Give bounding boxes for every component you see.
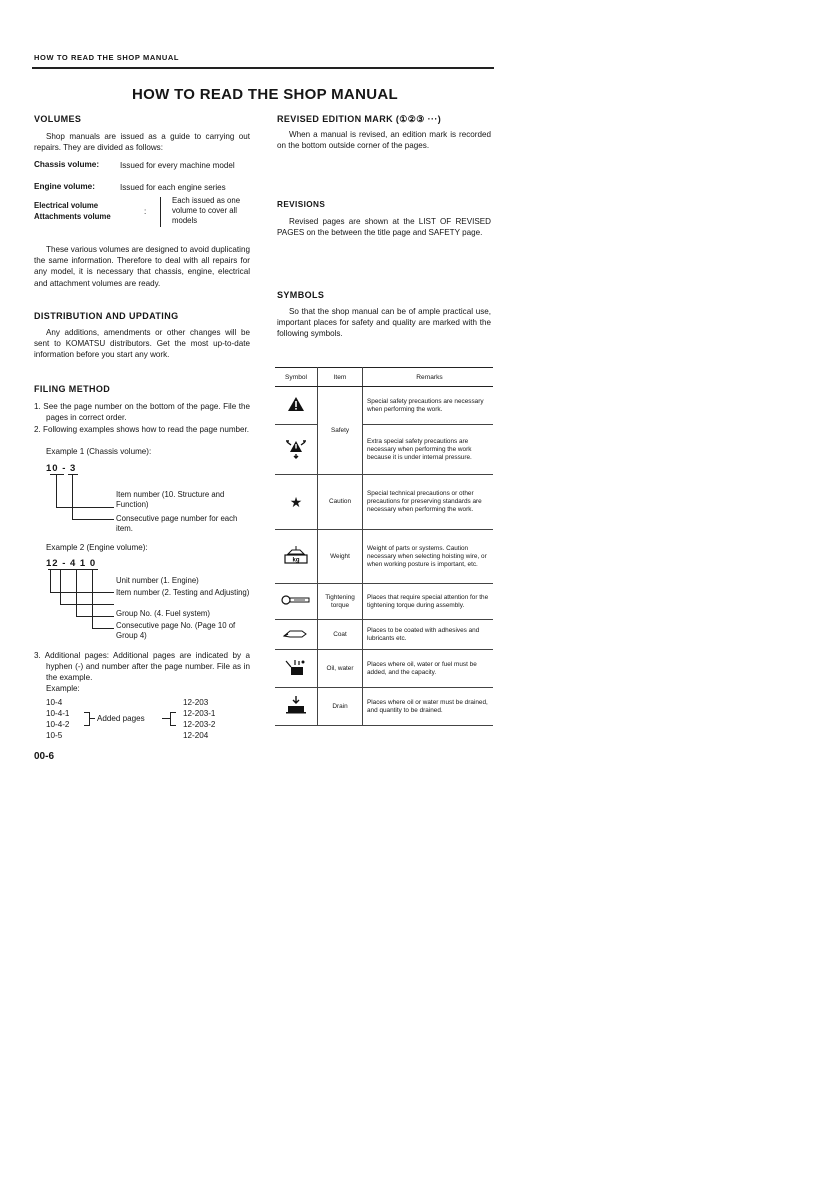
remarks-weight: Weight of parts or systems. Caution necessary when selecting hoisting wire, or when working posture is important, etc. xyxy=(363,530,494,584)
left-page-3: 10-4-2 xyxy=(46,720,70,729)
distribution-heading: DISTRIBUTION AND UPDATING xyxy=(34,311,179,321)
table-row xyxy=(275,620,493,650)
torque-wrench-icon xyxy=(275,584,318,620)
table-header-row xyxy=(275,368,493,387)
symbols-heading: SYMBOLS xyxy=(277,290,325,300)
example-label: Example: xyxy=(46,684,80,693)
right-page-4: 12-204 xyxy=(183,731,209,740)
volumes-note: These various volumes are designed to avoid duplicating the same information. Therefore to deal with all repairs for any model, it is necessary that chassis, engine, electrical and attachment volumes are ready. xyxy=(34,245,250,288)
example-2-label: Example 2 (Engine volume): xyxy=(46,543,148,552)
coat-brush-icon xyxy=(275,620,318,650)
table-row xyxy=(275,688,493,726)
svg-text:kg: kg xyxy=(292,557,300,564)
symbols-table xyxy=(275,367,493,726)
right-page-2: 12-203-1 xyxy=(183,709,216,718)
symbols-text: So that the shop manual can be of ample practical use, important places for safety and quality are marked with the following symbols. xyxy=(277,307,491,339)
example-2-consec: Consecutive page No. (Page 10 of Group 4) xyxy=(116,621,236,640)
col-remarks: Remarks xyxy=(363,368,494,387)
table-row xyxy=(275,425,493,475)
left-page-2: 10-4-1 xyxy=(46,709,70,718)
example-2-code: 12 - 4 1 0 xyxy=(46,558,97,569)
engine-volume-text: Issued for each engine series xyxy=(120,183,226,192)
table-row xyxy=(275,475,493,530)
remarks-drain: Places where oil or water must be drained, and quantity to be drained. xyxy=(363,688,494,726)
volumes-heading: VOLUMES xyxy=(34,114,82,124)
table-row xyxy=(275,584,493,620)
example-2-unit: Unit number (1. Engine) xyxy=(116,576,199,585)
item-coat: Coat xyxy=(318,620,363,650)
distribution-text: Any additions, amendments or other changes will be sent to KOMATSU distributors. Get the most up-to-date information before you start any work. xyxy=(34,328,250,360)
running-header: HOW TO READ THE SHOP MANUAL xyxy=(34,53,180,62)
filing-item-2: 2. Following examples shows how to read the page number. xyxy=(34,425,250,434)
weight-kg-icon xyxy=(275,530,318,584)
volume-colon: : xyxy=(144,207,147,216)
example-1-item: Item number (10. Structure and Function) xyxy=(116,490,225,509)
table-row xyxy=(275,650,493,688)
right-page-1: 12-203 xyxy=(183,698,209,707)
col-item: Item xyxy=(318,368,363,387)
header-rule xyxy=(32,67,494,69)
revisions-heading: REVISIONS xyxy=(277,200,326,209)
remarks-coat: Places to be coated with adhesives and lubricants etc. xyxy=(363,620,494,650)
item-oil-water: Oil, water xyxy=(318,650,363,688)
left-page-1: 10-4 xyxy=(46,698,63,707)
remarks-safety: Special safety precautions are necessary when performing the work. xyxy=(363,387,494,425)
right-bracket xyxy=(170,712,176,726)
item-tightening-torque: Tightening torque xyxy=(318,584,363,620)
example-1-consec: Consecutive page number for each item. xyxy=(116,514,238,533)
item-caution: Caution xyxy=(318,475,363,530)
chassis-volume-text: Issued for every machine model xyxy=(120,161,235,170)
filing-heading: FILING METHOD xyxy=(34,384,111,394)
left-page-4: 10-5 xyxy=(46,731,63,740)
added-pages-left: Added pages xyxy=(97,714,145,723)
remarks-caution: Special technical precautions or other precautions for preserving standards are necessary when performing the work. xyxy=(363,475,494,530)
filing-item-3: 3. Additional pages: Additional pages are indicated by a hyphen (-) and number after the page number. File as in the example. xyxy=(34,651,250,683)
remarks-oil-water: Places where oil, water or fuel must be added, and the capacity. xyxy=(363,650,494,688)
remarks-tightening-torque: Places that require special attention for the tightening torque during assembly. xyxy=(363,584,494,620)
chassis-volume-label: Chassis volume: xyxy=(34,160,100,169)
oil-water-can-icon xyxy=(275,650,318,688)
example-1-code: 10 - 3 xyxy=(46,463,77,474)
filing-item-1: 1. See the page number on the bottom of the page. File the pages in correct order. xyxy=(34,402,250,423)
page-number: 00-6 xyxy=(34,751,55,762)
table-row xyxy=(275,387,493,425)
revised-heading: REVISED EDITION MARK (①②③ ···) xyxy=(277,114,442,124)
volume-brace xyxy=(160,197,167,227)
right-page-3: 12-203-2 xyxy=(183,720,216,729)
example-1-label: Example 1 (Chassis volume): xyxy=(46,447,152,456)
left-bracket xyxy=(84,712,90,726)
item-weight: Weight xyxy=(318,530,363,584)
safety-warning-icon xyxy=(275,387,318,425)
revisions-text: Revised pages are shown at the LIST OF REVISED PAGES on the between the title page and SAFETY page. xyxy=(277,217,491,238)
item-drain: Drain xyxy=(318,688,363,726)
page-title: HOW TO READ THE SHOP MANUAL xyxy=(132,86,398,103)
engine-volume-label: Engine volume: xyxy=(34,182,95,191)
drain-icon xyxy=(275,688,318,726)
shared-volume-text: Each issued as one volume to cover all models xyxy=(172,196,241,225)
col-symbol: Symbol xyxy=(275,368,318,387)
electrical-volume-label: Electrical volume xyxy=(34,201,99,210)
example-2-item: Item number (2. Testing and Adjusting) xyxy=(116,588,250,597)
item-safety: Safety xyxy=(318,387,363,475)
attachments-volume-label: Attachments volume xyxy=(34,212,111,221)
example-2-group: Group No. (4. Fuel system) xyxy=(116,609,211,618)
remarks-internal-pressure: Extra special safety precautions are necessary when performing the work because it is under internal pressure. xyxy=(363,425,494,475)
volumes-intro: Shop manuals are issued as a guide to carrying out repairs. They are divided as follows: xyxy=(34,132,250,153)
internal-pressure-icon xyxy=(275,425,318,475)
revised-text: When a manual is revised, an edition mark is recorded on the bottom outside corner of the pages. xyxy=(277,130,491,151)
star-icon: ★ xyxy=(275,475,318,530)
table-row xyxy=(275,530,493,584)
